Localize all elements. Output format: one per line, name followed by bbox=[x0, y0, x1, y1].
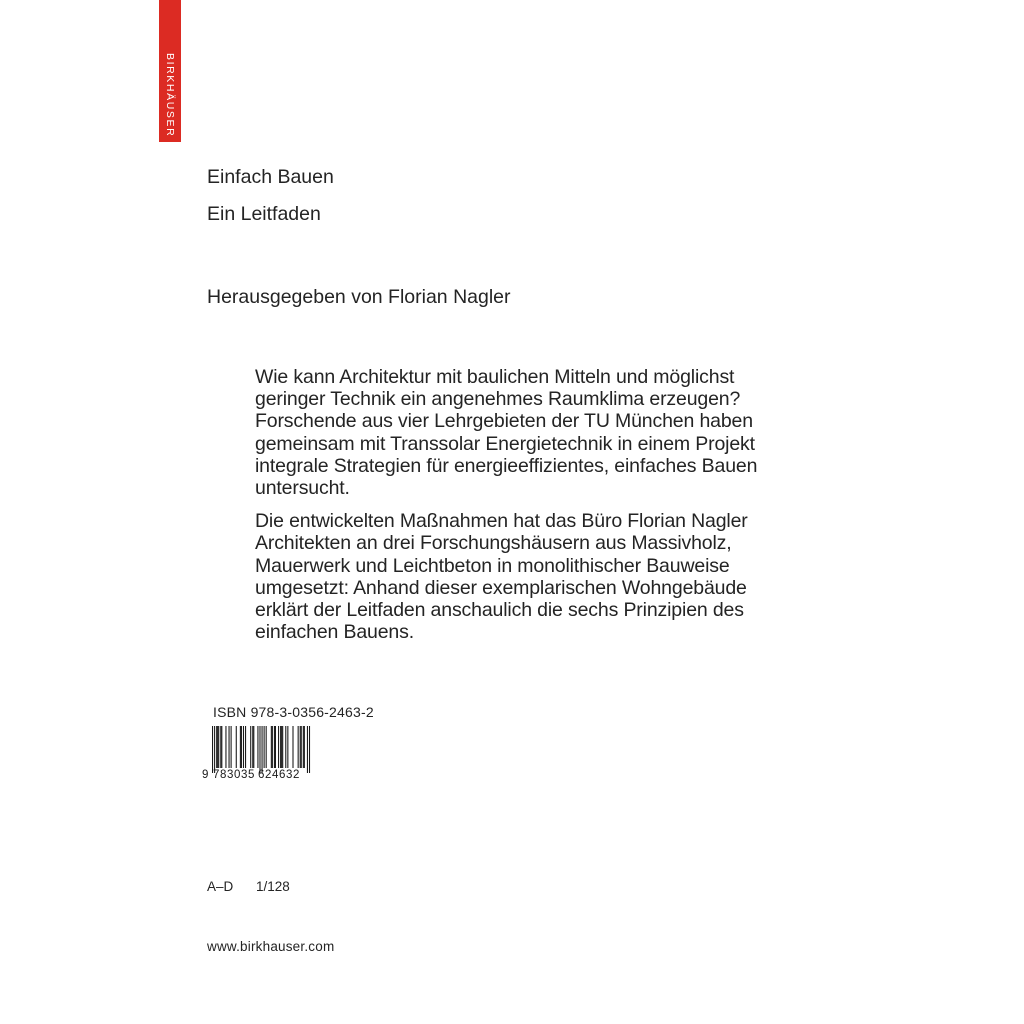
text-line: umgesetzt: Anhand dieser exemplarischen Wohngebäude bbox=[255, 576, 747, 599]
barcode-bar bbox=[243, 726, 244, 768]
barcode-bar bbox=[225, 726, 226, 768]
barcode-bar bbox=[278, 726, 279, 768]
barcode-bar bbox=[264, 726, 265, 768]
barcode-bar bbox=[282, 726, 283, 768]
book-subtitle: Ein Leitfaden bbox=[207, 203, 321, 225]
barcode-bar bbox=[272, 726, 273, 768]
publisher-website: www.birkhauser.com bbox=[207, 939, 335, 954]
barcode-bar bbox=[271, 726, 272, 768]
barcode-bar bbox=[259, 726, 260, 773]
barcode-bar bbox=[300, 726, 301, 768]
barcode-bar bbox=[221, 726, 222, 768]
isbn-barcode bbox=[196, 726, 312, 780]
barcode-bar bbox=[240, 726, 241, 768]
description-paragraph-2 bbox=[255, 510, 757, 643]
barcode-bar bbox=[287, 726, 288, 768]
barcode-bar bbox=[281, 726, 282, 768]
barcode-bar bbox=[214, 726, 215, 773]
barcode-digits-left: 783035 bbox=[213, 769, 255, 780]
barcode-bar bbox=[218, 726, 219, 768]
text-line: untersucht. bbox=[255, 477, 350, 500]
barcode-bar bbox=[309, 726, 310, 773]
text-line: einfachen Bauens. bbox=[255, 621, 414, 644]
barcode-bar bbox=[262, 726, 263, 773]
book-title: Einfach Bauen bbox=[207, 166, 334, 188]
barcode-bar bbox=[275, 726, 276, 768]
barcode-bar bbox=[231, 726, 232, 768]
barcode-bar bbox=[241, 726, 242, 768]
text-line: Wie kann Architektur mit baulichen Mitteln und möglichst bbox=[255, 366, 735, 388]
barcode-bar bbox=[307, 726, 308, 773]
barcode-bar bbox=[274, 726, 275, 768]
barcode-bar bbox=[266, 726, 267, 768]
barcode-bar bbox=[280, 726, 281, 768]
barcode-digits-right: 624632 bbox=[258, 769, 300, 780]
barcode-bar bbox=[285, 726, 286, 768]
barcode-bar bbox=[257, 726, 258, 768]
barcode-digit-outer: 9 bbox=[202, 769, 209, 780]
barcode-bar bbox=[229, 726, 230, 768]
text-line: Die entwickelten Maßnahmen hat das Büro Florian Nagler bbox=[255, 510, 748, 533]
barcode-bar bbox=[252, 726, 253, 768]
editor-line: Herausgegeben von Florian Nagler bbox=[207, 286, 511, 308]
barcode-bar bbox=[212, 726, 213, 773]
text-line: Forschende aus vier Lehrgebieten der TU München haben bbox=[255, 410, 753, 433]
barcode-bar bbox=[217, 726, 218, 768]
print-run-code: 1/128 bbox=[256, 879, 290, 894]
isbn-label: ISBN 978-3-0356-2463-2 bbox=[213, 704, 374, 720]
barcode-bar bbox=[292, 726, 293, 768]
barcode-bar bbox=[303, 726, 304, 768]
barcode-bar bbox=[236, 726, 237, 768]
barcode-bar bbox=[301, 726, 302, 768]
text-line: erklärt der Leitfaden anschaulich die sechs Prinzipien des bbox=[255, 599, 744, 622]
barcode-bar bbox=[245, 726, 246, 768]
barcode-bar bbox=[253, 726, 254, 768]
barcode-bar bbox=[250, 726, 251, 768]
text-line: Architekten an drei Forschungshäusern aus Massivholz, bbox=[255, 532, 732, 555]
barcode-bar bbox=[304, 726, 305, 768]
text-line: gemeinsam mit Transsolar Energietechnik in einem Projekt bbox=[255, 432, 755, 455]
publisher-logo-text: BIRKHÄUSER bbox=[164, 52, 176, 137]
text-line: geringer Technik ein angenehmes Raumklima erzeugen? bbox=[255, 388, 741, 411]
text-line: Mauerwerk und Leichtbeton in monolithischer Bauweise bbox=[255, 554, 730, 577]
isbn-barcode-svg bbox=[196, 726, 312, 780]
text-line: integrale Strategien für energieeffizientes, einfaches Bauen bbox=[255, 454, 758, 477]
description-paragraph-1 bbox=[255, 366, 757, 499]
print-edition-code: A–D bbox=[207, 879, 234, 894]
back-cover-description bbox=[255, 366, 757, 643]
barcode-bar bbox=[216, 726, 217, 768]
publisher-spine-bar bbox=[159, 0, 181, 142]
barcode-bar bbox=[220, 726, 221, 768]
barcode-bar bbox=[298, 726, 299, 768]
